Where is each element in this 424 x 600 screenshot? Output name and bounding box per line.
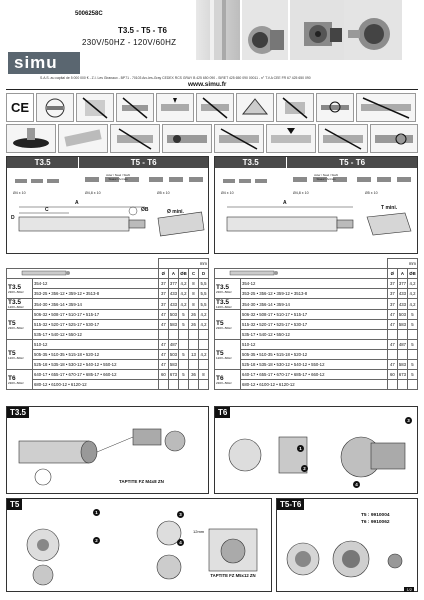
table-value-cell: 4,2 [199, 310, 209, 320]
ce-mark: CE [10, 100, 30, 115]
section-t5-tag: T5 [7, 499, 22, 510]
table-row [7, 310, 209, 320]
table-value-cell: 4,2 [408, 279, 418, 289]
table-header-cell: A [168, 269, 178, 279]
table-value-cell [179, 360, 189, 370]
table-codes-cell: 354-30 • 356-14 • 359-14 [33, 299, 159, 310]
table-header-cell: D [199, 269, 209, 279]
table-value-cell: 5 [408, 360, 418, 370]
table-codes-cell: 506-32 • 508-17 • 510-17 • 515-17 [33, 310, 159, 320]
table-value-cell [189, 340, 199, 350]
table-value-cell: 60 [387, 370, 397, 380]
warning-pictogram-16 [318, 124, 368, 153]
table-value-cell: 487 [168, 340, 178, 350]
screw-size-48x10-left: Ø4,8 x 10 [85, 191, 101, 195]
table-value-cell [397, 380, 407, 390]
table-value-cell [158, 380, 168, 390]
table-model-cell [7, 299, 33, 310]
table-value-cell [189, 380, 199, 390]
motor-head-photo-2 [290, 0, 344, 60]
table-header-cell: ØB [179, 269, 189, 279]
table-value-cell [199, 330, 209, 340]
table-value-cell: 433 [168, 299, 178, 310]
table-model-name: T5 [8, 319, 16, 327]
table-codes-cell: 354-12 [33, 279, 159, 289]
table-value-cell: 36 [189, 370, 199, 380]
ce-box [6, 93, 34, 122]
warning-pictogram-3 [116, 93, 154, 122]
table-model-cell [215, 310, 241, 340]
table-value-cell [168, 380, 178, 390]
table-value-cell: 47 [158, 320, 168, 330]
table-row [7, 360, 209, 370]
table-model-cell [215, 370, 241, 390]
screw-size-5x10-left: Ø5 x 10 [157, 191, 170, 195]
table-model-voltage: 230V~50Hz [8, 325, 24, 330]
table-model-name: T3.5 [216, 299, 230, 306]
table-model-cell [215, 299, 241, 310]
warning-pictogram-14 [214, 124, 264, 153]
table-model-name: T5 [216, 349, 224, 357]
table-row [215, 279, 418, 289]
table-value-cell [387, 330, 397, 340]
table-value-cell: 5 [179, 320, 189, 330]
table-header-cell: ØB [408, 269, 418, 279]
warning-pictogram-11 [58, 124, 108, 153]
panel-left-tag-t35: T3.5 [7, 157, 78, 168]
table-value-cell [189, 360, 199, 370]
table-value-cell [387, 380, 397, 390]
table-row [215, 289, 418, 299]
warning-pictogram-13 [162, 124, 212, 153]
screw-size-5x10-right: Ø5 x 10 [365, 191, 378, 195]
table-header-row [215, 269, 418, 279]
t5-callout-3: 3 [177, 511, 184, 518]
section-t35 [6, 406, 209, 494]
ref-t5: T5 : 9910004 [361, 513, 390, 518]
t6-callout-1: 1 [297, 445, 304, 452]
table-value-cell: 4,2 [408, 299, 418, 310]
dim-d-left: D [11, 215, 15, 221]
screw-size-4x10-left: Ø4 x 10 [13, 191, 26, 195]
table-model-name: T6 [216, 374, 224, 382]
table-value-cell: 47 [387, 360, 397, 370]
table-value-cell [179, 330, 189, 340]
table-value-cell: 37 [387, 289, 397, 299]
table-model-voltage: 230V~50Hz [8, 380, 24, 385]
panel-right-installation [214, 156, 418, 254]
section-t5 [6, 498, 272, 592]
warning-pictogram-17 [370, 124, 418, 153]
table-model-voltage: 230V~50Hz [216, 325, 232, 330]
table-value-cell: 47 [387, 340, 397, 350]
table-header-row [7, 269, 209, 279]
table-model-cell [7, 340, 33, 370]
table-value-cell [189, 330, 199, 340]
table-value-cell: 4,2 [199, 350, 209, 360]
table-value-cell: 47 [387, 310, 397, 320]
table-codes-cell: 515-32 • 520-17 • 525-17 • 530-17 [33, 320, 159, 330]
table-model-voltage: 230V~50Hz [216, 380, 232, 385]
spec-table-right [214, 258, 418, 390]
table-value-cell [199, 380, 209, 390]
section-t6 [214, 406, 418, 494]
table-value-cell: 5,5 [199, 289, 209, 299]
table-unit-row [215, 259, 418, 269]
table-row [7, 320, 209, 330]
simu-logo: simu [8, 52, 80, 74]
table-row [215, 380, 418, 390]
t6-callout-3: 3 [405, 417, 412, 424]
table-value-cell [397, 350, 407, 360]
table-row [7, 289, 209, 299]
table-value-cell: 47 [158, 310, 168, 320]
table-value-cell: 13 [189, 350, 199, 360]
t5-assembly-illustration [13, 511, 269, 591]
legal-notice: S.A.S. au capital de 5 000 000 € - Z.I. Les Giranaux - BP71 - 70103 Arc-les-Gray CEDEX RCS GRAY B 425 650 090 - SIRET 425 650 090 00011 - n° T.V.A CEE FR 67 425 650 090 [40, 76, 311, 80]
table-value-cell: 583 [168, 320, 178, 330]
table-model-name: T3.5 [8, 283, 22, 291]
table-value-cell: 5 [179, 370, 189, 380]
table-value-cell: 583 [397, 360, 407, 370]
table-model-voltage: 230V~50Hz [8, 289, 24, 294]
warning-pictogram-1 [36, 93, 74, 122]
table-row [215, 320, 418, 330]
motor-tube-icon [196, 0, 240, 60]
table-model-name: T5 [8, 349, 16, 357]
table-value-cell: 4,2 [199, 320, 209, 330]
website[interactable]: www.simu.fr [188, 81, 227, 88]
panel-left-tag-t5t6: T5 - T6 [78, 157, 208, 168]
table-model-voltage: 120V~60Hz [216, 305, 232, 309]
table-value-cell: 37 [387, 279, 397, 289]
table-value-cell [408, 380, 418, 390]
table-codes-cell: 510-12 [241, 340, 388, 350]
table-model-name: T6 [8, 374, 16, 382]
table-value-cell: 26 [189, 320, 199, 330]
table-header-cell: Ø [387, 269, 397, 279]
dim-b-left: ØB [141, 207, 149, 213]
table-unit-row [7, 259, 209, 269]
table-value-cell: 583 [168, 360, 178, 370]
panel-left-installation [6, 156, 209, 254]
warning-pictogram-10 [6, 124, 56, 153]
table-value-cell: 487 [397, 340, 407, 350]
table-value-cell: 433 [397, 299, 407, 310]
table-row [215, 340, 418, 350]
table-model-name: T3.5 [216, 283, 230, 291]
header-rule [6, 89, 418, 90]
warning-strip [6, 93, 418, 153]
warning-pictogram-2 [76, 93, 114, 122]
table-value-cell [387, 350, 397, 360]
dim-a-left: A [75, 200, 79, 206]
table-codes-cell: 525-18 • 535-18 • 530-12 • 540-12 • 550-12 [33, 360, 159, 370]
warning-pictogram-12 [110, 124, 160, 153]
t35-assembly-illustration [13, 419, 203, 493]
t5-dimension-12mm: 12mm [193, 529, 205, 534]
table-value-cell: 5,5 [199, 279, 209, 289]
warning-pictogram-6 [236, 93, 274, 122]
table-codes-cell: 515-32 • 520-17 • 525-17 • 530-17 [241, 320, 388, 330]
table-model-voltage: 120V~60Hz [216, 355, 232, 360]
screw-note-left: Acier / Steel / Stahl Staaal / Acciaio [106, 173, 130, 181]
t5-callout-2: 2 [93, 537, 100, 544]
table-value-cell [199, 340, 209, 350]
table-header-cell: C [189, 269, 199, 279]
table-codes-cell: 640-17 • 655-17 • 670-17 • 685-17 • 660-12 [33, 370, 159, 380]
spec-table-left [6, 258, 209, 390]
table-model-cell [7, 370, 33, 390]
t5-screw-label: TAPTITE FZ M5x12 ZN [210, 573, 256, 578]
table-value-cell: 5 [408, 370, 418, 380]
doc-number: 5006258C [75, 11, 103, 17]
screw-note-right: Acier / Steel / Stahl Staaal / Acciaio [314, 173, 338, 181]
table-header-cell: Ø [158, 269, 168, 279]
table-value-cell: 8 [189, 299, 199, 310]
table-codes-cell: 354-12 [241, 279, 388, 289]
table-codes-cell: 505-35 • 510-35 • 515-18 • 520-12 [33, 350, 159, 360]
table-value-cell [408, 350, 418, 360]
table-model-cell [215, 279, 241, 299]
table-codes-cell: 506-32 • 508-17 • 510-17 • 515-17 [241, 310, 388, 320]
table-header-icon-cell [215, 269, 388, 279]
t35-screw-label: TAPTITE FZ M4x8 ZN [119, 479, 164, 484]
table-model-voltage: 120V~60Hz [8, 305, 24, 309]
table-value-cell: 4,2 [408, 289, 418, 299]
warning-pictogram-9 [356, 93, 416, 122]
motor-icon [8, 269, 78, 277]
table-row [215, 299, 418, 310]
table-value-cell: 37 [387, 299, 397, 310]
table-value-cell [179, 340, 189, 350]
warning-pictogram-7 [276, 93, 314, 122]
table-model-cell [7, 310, 33, 340]
table-value-cell: 47 [158, 350, 168, 360]
table-row [7, 330, 209, 340]
table-value-cell: 5 [408, 340, 418, 350]
table-model-name: T3.5 [8, 299, 22, 306]
table-unit: mm [158, 259, 208, 269]
table-codes-cell: 640-17 • 655-17 • 670-17 • 685-17 • 660-12 [241, 370, 388, 380]
voltage-title: 230V/50HZ - 120V/60HZ [82, 38, 177, 47]
table-value-cell: 433 [168, 289, 178, 299]
table-value-cell: 377 [397, 279, 407, 289]
t6-callout-4: 4 [353, 481, 360, 488]
table-model-cell [7, 279, 33, 299]
table-value-cell: 60 [158, 370, 168, 380]
table-value-cell: 583 [397, 320, 407, 330]
screw-size-4x10-right: Ø4 x 10 [221, 191, 234, 195]
table-codes-cell: 354-30 • 356-14 • 359-14 [241, 299, 388, 310]
table-codes-cell: 680-12 • 6100-12 • 6120-12 [241, 380, 388, 390]
table-value-cell: 433 [397, 289, 407, 299]
table-value-cell: 4,2 [179, 279, 189, 289]
table-row [7, 340, 209, 350]
table-value-cell: 503 [168, 310, 178, 320]
section-t5t6 [276, 498, 418, 592]
warning-pictogram-15 [266, 124, 316, 153]
table-model-voltage: 230V~50Hz [216, 289, 232, 294]
table-model-name: T5 [216, 319, 224, 327]
table-value-cell: 503 [168, 350, 178, 360]
spec-table-right-wrapper [214, 258, 418, 402]
table-model-cell [215, 340, 241, 370]
table-row [215, 350, 418, 360]
table-codes-cell: 680-12 • 6100-12 • 6120-12 [33, 380, 159, 390]
warning-pictogram-4 [156, 93, 194, 122]
table-row [215, 360, 418, 370]
motor-head-photo-1 [240, 0, 290, 60]
table-value-cell: 377 [168, 279, 178, 289]
dim-tube-min-right: T mini. [381, 205, 398, 211]
table-codes-cell: 353-25 • 356-12 • 359-12 • 3513-8 [241, 289, 388, 299]
table-codes-cell: 535-17 • 540-12 • 550-12 [33, 330, 159, 340]
table-header-cell: A [397, 269, 407, 279]
table-row [7, 279, 209, 289]
table-value-cell: 47 [158, 340, 168, 350]
dim-a-right: A [283, 200, 287, 206]
table-codes-cell: 510-12 [33, 340, 159, 350]
ref-t6: T6 : 9910062 [361, 520, 390, 525]
dim-c-left: C [45, 207, 49, 213]
spec-table-left-wrapper [6, 258, 209, 402]
section-t6-tag: T6 [215, 407, 230, 418]
table-value-cell [168, 330, 178, 340]
warning-pictogram-8 [316, 93, 354, 122]
table-value-cell: 5 [179, 310, 189, 320]
motor-icon [216, 269, 286, 277]
warning-pictogram-5 [196, 93, 234, 122]
table-codes-cell: 505-35 • 510-35 • 515-18 • 520-12 [241, 350, 388, 360]
table-value-cell [199, 360, 209, 370]
table-value-cell: 37 [158, 299, 168, 310]
table-value-cell: 47 [387, 320, 397, 330]
table-value-cell [408, 330, 418, 340]
table-unit: mm [387, 259, 417, 269]
panel-right-tag-t5t6: T5 - T6 [286, 157, 417, 168]
dim-tube-min-left: Ø mini. [167, 209, 184, 215]
table-value-cell [158, 330, 168, 340]
table-value-cell: 37 [158, 279, 168, 289]
motor-photo-main [196, 0, 240, 60]
t6-assembly-illustration [221, 419, 413, 493]
t5t6-adapter-illustration [281, 531, 415, 589]
table-value-cell: 673 [397, 370, 407, 380]
table-value-cell: 8 [189, 279, 199, 289]
table-value-cell: 5 [179, 350, 189, 360]
table-value-cell: 8 [199, 370, 209, 380]
table-value-cell: 5,5 [199, 299, 209, 310]
screw-size-48x10-right: Ø4,8 x 10 [293, 191, 309, 195]
table-value-cell [179, 380, 189, 390]
section-t35-tag: T3.5 [7, 407, 29, 418]
t5-callout-4: 4 [177, 539, 184, 546]
table-row [215, 310, 418, 320]
table-value-cell: 26 [189, 310, 199, 320]
table-value-cell: 673 [168, 370, 178, 380]
table-value-cell: 503 [397, 310, 407, 320]
table-model-voltage: 120V~60Hz [8, 355, 24, 360]
table-value-cell [397, 330, 407, 340]
model-title: T3.5 - T5 - T6 [118, 26, 167, 35]
table-value-cell: 4,2 [179, 299, 189, 310]
table-row [7, 299, 209, 310]
panel-right-tag-t35: T3.5 [215, 157, 286, 168]
motor-head-photo-3 [344, 0, 402, 60]
table-row [7, 350, 209, 360]
table-row [215, 370, 418, 380]
table-row [215, 330, 418, 340]
table-row [7, 370, 209, 380]
table-value-cell: 4,2 [179, 289, 189, 299]
table-value-cell: 47 [158, 360, 168, 370]
table-value-cell: 5 [408, 320, 418, 330]
table-value-cell: 8 [189, 289, 199, 299]
table-unit-spacer [7, 259, 159, 269]
page-number: 1/2 [406, 587, 412, 592]
table-row [7, 380, 209, 390]
table-unit-spacer [215, 259, 388, 269]
table-value-cell: 37 [158, 289, 168, 299]
table-codes-cell: 535-17 • 540-12 • 550-12 [241, 330, 388, 340]
section-t5t6-tag: T5-T6 [277, 499, 304, 510]
table-codes-cell: 353-25 • 356-12 • 359-12 • 3513-8 [33, 289, 159, 299]
t5-callout-1: 1 [93, 509, 100, 516]
t6-callout-2: 2 [301, 465, 308, 472]
table-codes-cell: 525-18 • 535-18 • 530-12 • 540-12 • 550-12 [241, 360, 388, 370]
table-value-cell: 5 [408, 310, 418, 320]
table-header-icon-cell [7, 269, 159, 279]
